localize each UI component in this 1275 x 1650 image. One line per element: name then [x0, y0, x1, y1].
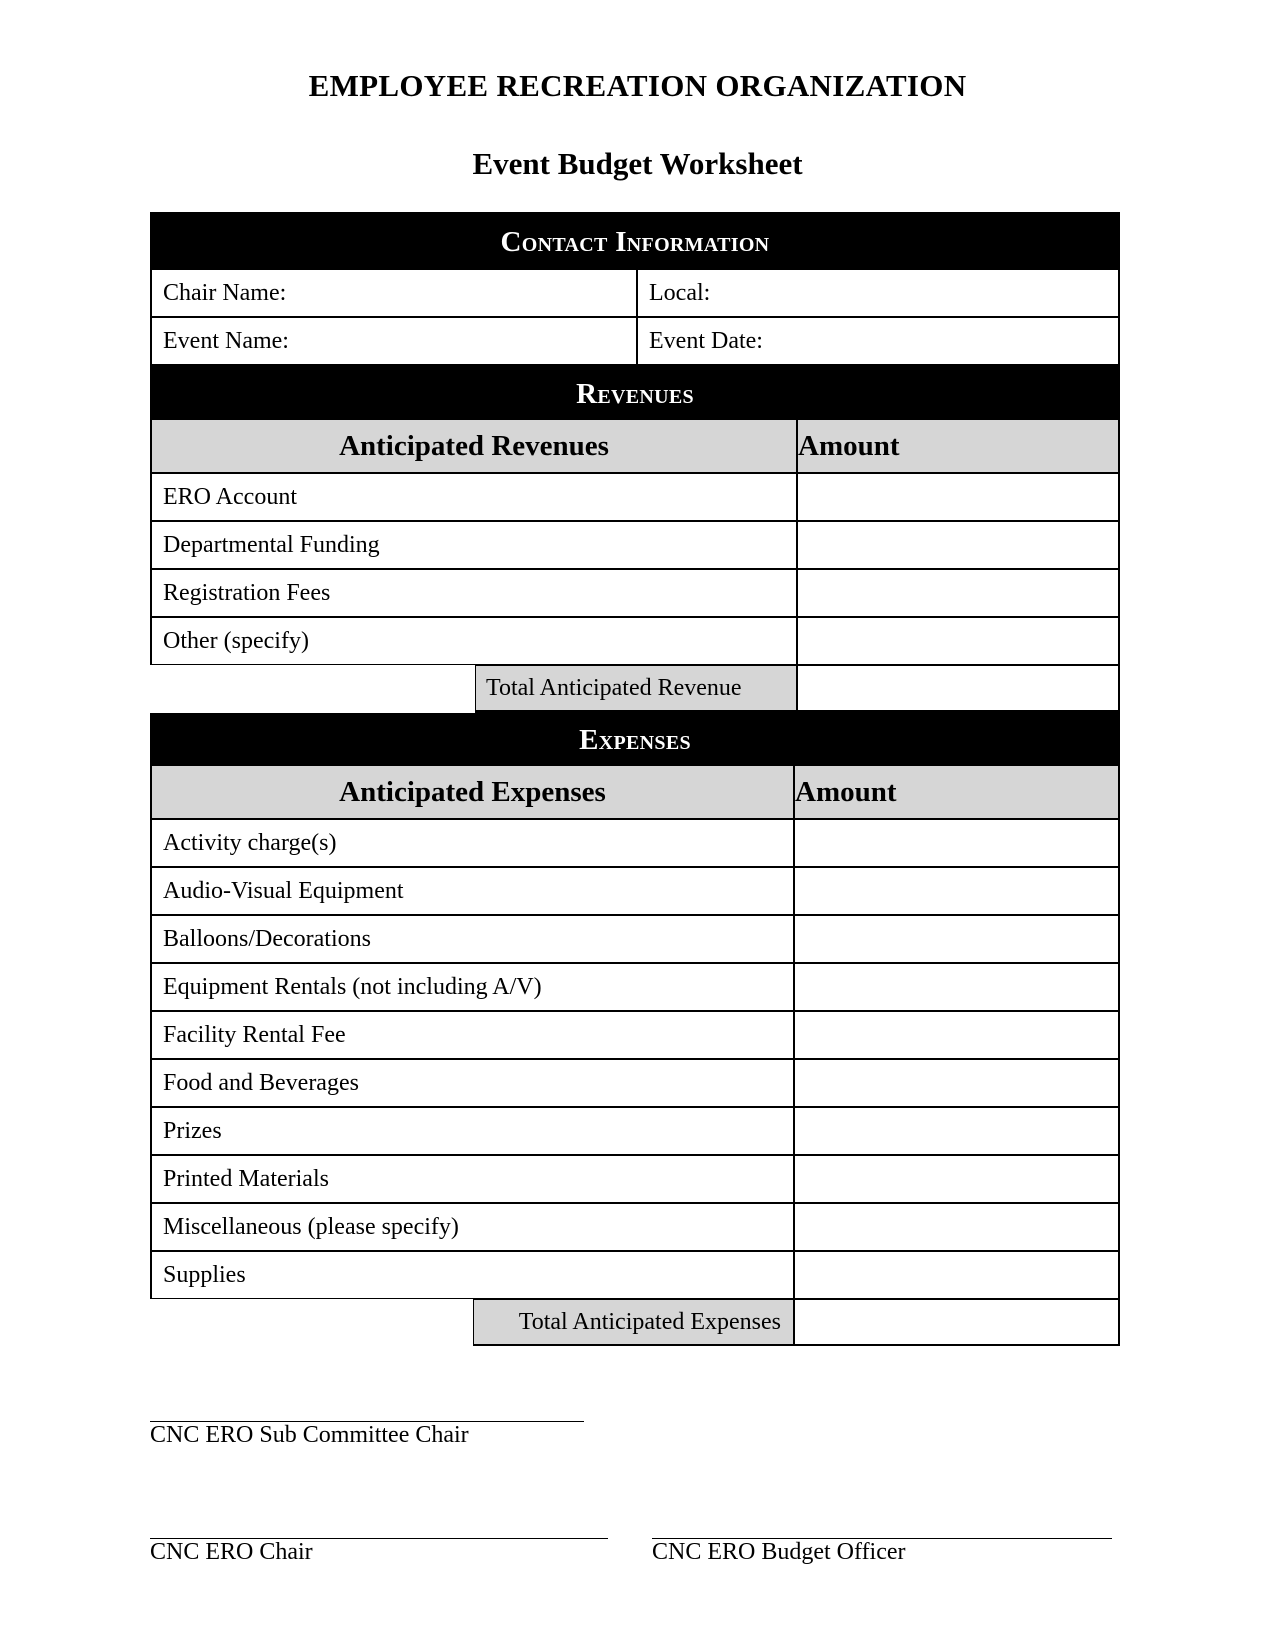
revenue-row — [152, 472, 1118, 520]
expense-item-label: Equipment Rentals (not including A/V) — [152, 964, 795, 1010]
expense-amount-cell[interactable] — [795, 1060, 1118, 1106]
revenues-column-header — [152, 418, 1118, 472]
expense-item-label: Prizes — [152, 1108, 795, 1154]
expenses-section-header: Expenses — [152, 710, 1118, 764]
local-field[interactable]: Local: — [649, 279, 711, 306]
expense-row — [152, 1010, 1118, 1058]
total-revenue-label: Total Anticipated Revenue — [474, 666, 798, 710]
document-title: EMPLOYEE RECREATION ORGANIZATION — [308, 68, 967, 103]
expense-amount-cell[interactable] — [795, 916, 1118, 962]
expense-amount-cell[interactable] — [795, 1204, 1118, 1250]
total-expenses-label: Total Anticipated Expenses — [472, 1300, 795, 1344]
revenue-item-label: Registration Fees — [152, 570, 798, 616]
document-subtitle: Event Budget Worksheet — [472, 146, 803, 181]
revenue-item-label: ERO Account — [152, 474, 798, 520]
revenue-row — [152, 616, 1118, 664]
revenues-section-header: Revenues — [152, 364, 1118, 418]
expense-amount-cell[interactable] — [795, 868, 1118, 914]
total-expenses-amount[interactable] — [795, 1300, 1118, 1344]
expenses-item-column-header: Anticipated Expenses — [152, 766, 795, 818]
revenue-row — [152, 568, 1118, 616]
expense-item-label: Printed Materials — [152, 1156, 795, 1202]
expense-item-label: Food and Beverages — [152, 1060, 795, 1106]
expenses-amount-column-header: Amount — [795, 775, 897, 808]
revenue-item-label: Departmental Funding — [152, 522, 798, 568]
expense-amount-cell[interactable] — [795, 820, 1118, 866]
expense-row — [152, 1154, 1118, 1202]
revenue-row — [152, 520, 1118, 568]
contact-row-event — [152, 316, 1118, 364]
expenses-total-spacer — [148, 1299, 473, 1347]
expenses-column-header — [152, 764, 1118, 818]
revenues-total-row — [152, 664, 1118, 710]
expense-item-label: Activity charge(s) — [152, 820, 795, 866]
revenue-amount-cell[interactable] — [798, 474, 1118, 520]
sub-committee-chair-label: CNC ERO Sub Committee Chair — [150, 1422, 469, 1448]
expense-row — [152, 1058, 1118, 1106]
expense-row — [152, 914, 1118, 962]
expense-amount-cell[interactable] — [795, 1108, 1118, 1154]
expense-amount-cell[interactable] — [795, 1012, 1118, 1058]
expense-row — [152, 962, 1118, 1010]
revenue-amount-cell[interactable] — [798, 570, 1118, 616]
expense-item-label: Supplies — [152, 1252, 795, 1298]
event-date-field[interactable]: Event Date: — [649, 327, 763, 354]
expense-amount-cell[interactable] — [795, 964, 1118, 1010]
revenue-amount-cell[interactable] — [798, 618, 1118, 664]
chair-name-field[interactable]: Chair Name: — [152, 270, 638, 316]
event-name-field[interactable]: Event Name: — [152, 318, 638, 364]
contact-section-header: Contact Information — [152, 214, 1118, 268]
revenues-item-column-header: Anticipated Revenues — [152, 420, 798, 472]
expense-item-label: Audio-Visual Equipment — [152, 868, 795, 914]
expense-amount-cell[interactable] — [795, 1252, 1118, 1298]
total-revenue-amount[interactable] — [798, 666, 1118, 710]
chair-label: CNC ERO Chair — [150, 1539, 313, 1565]
expenses-total-row — [152, 1298, 1118, 1344]
revenue-item-label: Other (specify) — [152, 618, 798, 664]
expense-row — [152, 1106, 1118, 1154]
expense-item-label: Miscellaneous (please specify) — [152, 1204, 795, 1250]
expense-amount-cell[interactable] — [795, 1156, 1118, 1202]
contact-row-chair — [152, 268, 1118, 316]
expense-item-label: Facility Rental Fee — [152, 1012, 795, 1058]
budget-worksheet-table — [150, 212, 1120, 1346]
revenues-amount-column-header: Amount — [798, 429, 900, 462]
expense-item-label: Balloons/Decorations — [152, 916, 795, 962]
expense-row — [152, 866, 1118, 914]
expense-row — [152, 818, 1118, 866]
revenues-total-spacer — [148, 665, 475, 713]
budget-officer-label: CNC ERO Budget Officer — [652, 1539, 906, 1565]
expense-row — [152, 1202, 1118, 1250]
expense-row — [152, 1250, 1118, 1298]
revenue-amount-cell[interactable] — [798, 522, 1118, 568]
